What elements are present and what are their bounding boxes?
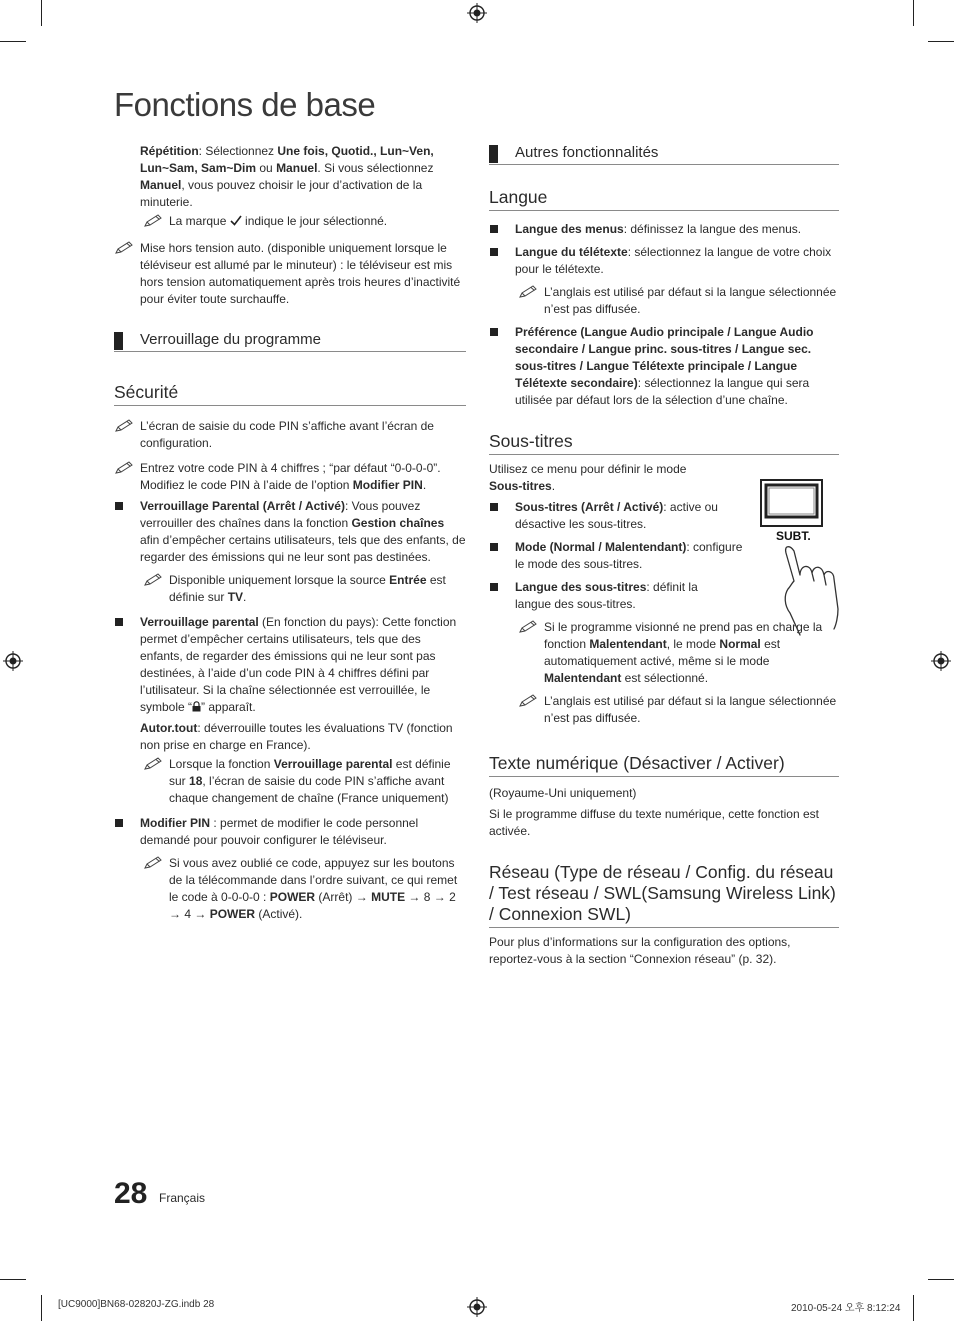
crop-mark — [913, 1295, 914, 1321]
subtitles-language-item: Langue des sous-titres: définit la langue des sous-titres. — [489, 579, 737, 613]
digital-text-title: Texte numérique (Désactiver / Activer) — [489, 753, 839, 777]
square-bullet-icon — [115, 618, 123, 626]
pin-note-1: L’écran de saisie du code PIN s’affiche avant l’écran de configuration. — [114, 418, 466, 452]
square-bullet-icon — [490, 248, 498, 256]
registration-mark-icon — [3, 651, 23, 671]
page-title: Fonctions de base — [114, 86, 376, 123]
crop-mark — [41, 1295, 42, 1321]
crop-mark — [0, 1279, 26, 1280]
langue-title: Langue — [489, 187, 839, 211]
pencil-icon — [518, 285, 538, 299]
registration-mark-icon — [467, 1297, 487, 1317]
pin-note-2: Entrez votre code PIN à 4 chiffres ; “par défaut “0-0-0-0”. Modifiez le code PIN à l’aide de l’option Modifier PIN. — [114, 460, 466, 494]
change-pin-item: Modifier PIN : permet de modifier le code personnel demandé pour pouvoir configurer le téléviseur. — [114, 815, 466, 849]
left-column — [114, 143, 466, 923]
imprint-file: [UC9000]BN68-02820J-ZG.indb 28 — [58, 1299, 215, 1310]
subtitles-title: Sous-titres — [489, 431, 839, 455]
parental-rating-note: Lorsque la fonction Verrouillage parental est définie sur 18, l’écran de saisie du code PIN s’affiche avant chaque changement de chaîne (France uniquement) — [143, 756, 466, 807]
crop-mark — [928, 41, 954, 42]
pencil-icon — [143, 214, 163, 228]
square-bullet-icon — [490, 225, 498, 233]
square-bullet-icon — [490, 543, 498, 551]
lock-program-header: Verrouillage du programme — [114, 330, 466, 352]
repetition-note: La marque indique le jour sélectionné. — [143, 213, 466, 230]
pencil-icon — [143, 573, 163, 587]
registration-mark-icon — [467, 3, 487, 23]
subt-label: SUBT. — [776, 529, 811, 543]
parental-lock-note: Disponible uniquement lorsque la source Entrée est définie sur TV. — [143, 572, 466, 606]
square-bullet-icon — [490, 583, 498, 591]
pencil-icon — [518, 694, 538, 708]
crop-mark — [0, 41, 26, 42]
security-title: Sécurité — [114, 382, 466, 406]
lock-icon — [192, 701, 201, 712]
network-title: Réseau (Type de réseau / Config. du réseau / Test réseau / SWL(Samsung Wireless Link) / Connexion SWL) — [489, 862, 839, 928]
auto-off-note: Mise hors tension auto. (disponible uniquement lorsque le téléviseur est allumé par le minuteur) : le téléviseur est mis hors tension automatiquement après trois heures d’inactivité pour éviter toute surchauffe. — [114, 240, 466, 308]
check-icon — [230, 215, 242, 226]
parental-lock-item: Verrouillage Parental (Arrêt / Activé): Vous pouvez verrouiller des chaînes dans la fonction Gestion chaînes afin d’empêcher certains utilisateurs, tels que des enfants, de regarder des émissions qui ne leur sont pas destinées. — [114, 498, 466, 566]
imprint-date: 2010-05-24 오후 8:12:24 — [791, 1303, 901, 1314]
teletext-language-item: Langue du télétexte: sélectionnez la langue de votre choix pour le télétexte. — [489, 244, 839, 278]
autor-tout-paragraph: Autor.tout: déverrouille toutes les évaluations TV (fonction non prise en charge en France). — [140, 721, 453, 752]
crop-mark — [913, 0, 914, 26]
crop-mark — [928, 1279, 954, 1280]
page-language: Français — [159, 1191, 206, 1205]
menu-language-item: Langue des menus: définissez la langue des menus. — [489, 221, 839, 238]
subtitles-mode-item: Mode (Normal / Malentendant): configure le mode des sous-titres. — [489, 539, 743, 573]
repetition-paragraph: Répétition: Sélectionnez Une fois, Quotid., Lun~Ven, Lun~Sam, Sam~Dim ou Manuel. Si vous sélectionnez Manuel, vous pouvez choisir le jour d’activation de la minuterie. — [140, 144, 434, 209]
square-bullet-icon — [490, 503, 498, 511]
pencil-icon — [114, 461, 134, 475]
subtitles-intro: Utilisez ce menu pour définir le mode Sous-titres. — [489, 462, 687, 493]
remote-subt-illustration — [760, 479, 842, 639]
network-description: Pour plus d’informations sur la configuration des options, reportez-vous à la section “Connexion réseau” (p. 32). — [489, 935, 791, 966]
square-bullet-icon — [115, 819, 123, 827]
registration-mark-icon — [931, 651, 951, 671]
change-pin-note: Si vous avez oublié ce code, appuyez sur les boutons de la télécommande dans l’ordre suivant, ce qui remet le code à 0-0-0-0 : POWER (Arrêt) → MUTE → 8 → 2 → 4 → POWER (Activé). — [143, 855, 466, 923]
pencil-icon — [143, 856, 163, 870]
pencil-icon — [114, 419, 134, 433]
subtitles-onoff-item: Sous-titres (Arrêt / Activé): active ou désactive les sous-titres. — [489, 499, 743, 533]
digital-text-uk: (Royaume-Uni uniquement) — [489, 786, 637, 800]
parental-rating-item: Verrouillage parental (En fonction du pays): Cette fonction permet d’empêcher certains utilisateurs, tels que des enfants, de regarder des émissions qui ne leur sont pas destinées, à l’aide d’un code PIN à 4 chiffres défini par l’utilisateur. Si la chaîne sélectionnée est verrouillée, le symbole “ ” apparaît. — [114, 614, 466, 716]
preference-item: Préférence (Langue Audio principale / Langue Audio secondaire / Langue princ. sous-titres / Langue sec. sous-titres / Langue Télétexte principale / Langue Télétexte secondaire): sélectionnez la langue qui sera utilisée par défaut lors de la sélection d’une chaîne. — [489, 324, 839, 409]
teletext-note: L’anglais est utilisé par défaut si la langue sélectionnée n’est pas diffusée. — [518, 284, 839, 318]
subt-button-icon — [760, 479, 842, 639]
square-bullet-icon — [490, 328, 498, 336]
subtitles-note-2: L’anglais est utilisé par défaut si la langue sélectionnée n’est pas diffusée. — [518, 693, 839, 727]
pencil-icon — [143, 757, 163, 771]
digital-text-description: Si le programme diffuse du texte numérique, cette fonction est activée. — [489, 807, 819, 838]
crop-mark — [41, 0, 42, 26]
square-bullet-icon — [115, 502, 123, 510]
pencil-icon — [518, 620, 538, 634]
other-features-header: Autres fonctionnalités — [489, 143, 839, 165]
page-number: 28 — [114, 1177, 148, 1210]
pencil-icon — [114, 241, 134, 255]
subtitles-note-1: Si le programme visionné ne prend pas en charge la fonction Malentendant, le mode Normal est automatiquement activé, même si le mode Malentendant est sélectionné. — [518, 619, 839, 687]
